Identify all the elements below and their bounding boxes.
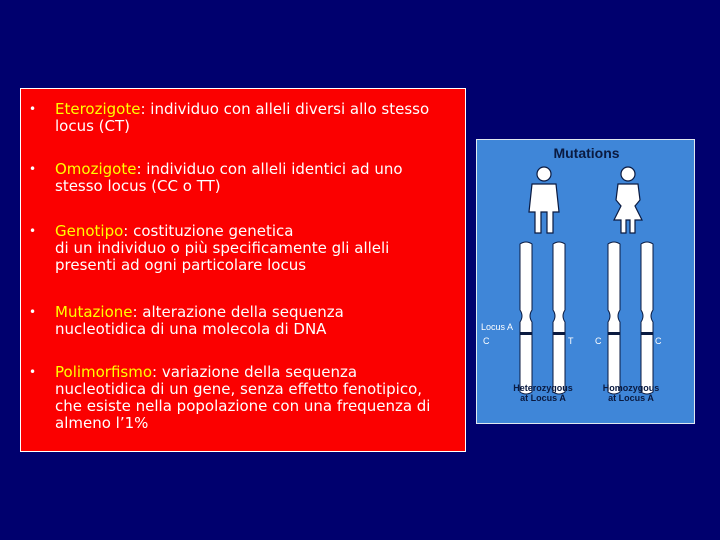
caption-homozygous: [591, 383, 671, 403]
bullet-icon: •: [29, 224, 37, 238]
definitions-panel: [20, 88, 466, 452]
male-figure-icon: [529, 167, 559, 233]
bullet-icon: •: [29, 305, 37, 319]
caption-line: Heterozygous: [513, 383, 573, 393]
chromosome-pair-homozygous: [608, 242, 653, 394]
definition-text: : costituzione genetica: [123, 222, 294, 240]
definition-text: : alterazione della sequenza: [132, 303, 344, 321]
definition-text: : individuo con alleli identici ad uno: [136, 160, 403, 178]
locus-label: Locus A: [481, 322, 514, 332]
bullet-icon: •: [29, 162, 37, 176]
bullet-icon: •: [29, 102, 37, 116]
bullet-icon: •: [29, 365, 37, 379]
definition-line: di un individuo o più specificamente gli alleli: [55, 239, 390, 257]
definition-line: nucleotidica di un gene, senza effetto fenotipico,: [55, 380, 423, 398]
chromosome-pair-heterozygous: [520, 242, 565, 394]
term: Polimorfismo: [55, 363, 153, 381]
definition-line: stesso locus (CC o TT): [55, 177, 221, 195]
caption-line: Homozygous: [602, 383, 660, 393]
locus-a-markers: [520, 332, 653, 335]
allele-label: C: [655, 336, 662, 346]
definition-text: : variazione della sequenza: [152, 363, 358, 381]
term: Omozigote: [55, 160, 137, 178]
definition-line: presenti ad ogni particolare locus: [55, 256, 307, 274]
allele-label: T: [568, 336, 574, 346]
female-figure-icon: [614, 167, 642, 233]
caption-heterozygous: [503, 383, 583, 403]
term: Mutazione: [55, 303, 133, 321]
caption-line: at Locus A: [608, 393, 654, 403]
definition-line: almeno l’1%: [55, 414, 149, 432]
caption-line: at Locus A: [520, 393, 566, 403]
definition-line: locus (CT): [55, 117, 131, 135]
definition-line: nucleotidica di una molecola di DNA: [55, 320, 327, 338]
term: Eterozigote: [55, 100, 141, 118]
allele-label: C: [595, 336, 602, 346]
definition-text: : individuo con alleli diversi allo stesso: [140, 100, 430, 118]
term: Genotipo: [55, 222, 124, 240]
mutations-figure: [476, 139, 695, 424]
figure-title: Mutations: [553, 145, 620, 161]
allele-label: C: [483, 336, 490, 346]
definition-line: che esiste nella popolazione con una frequenza di: [55, 397, 431, 415]
